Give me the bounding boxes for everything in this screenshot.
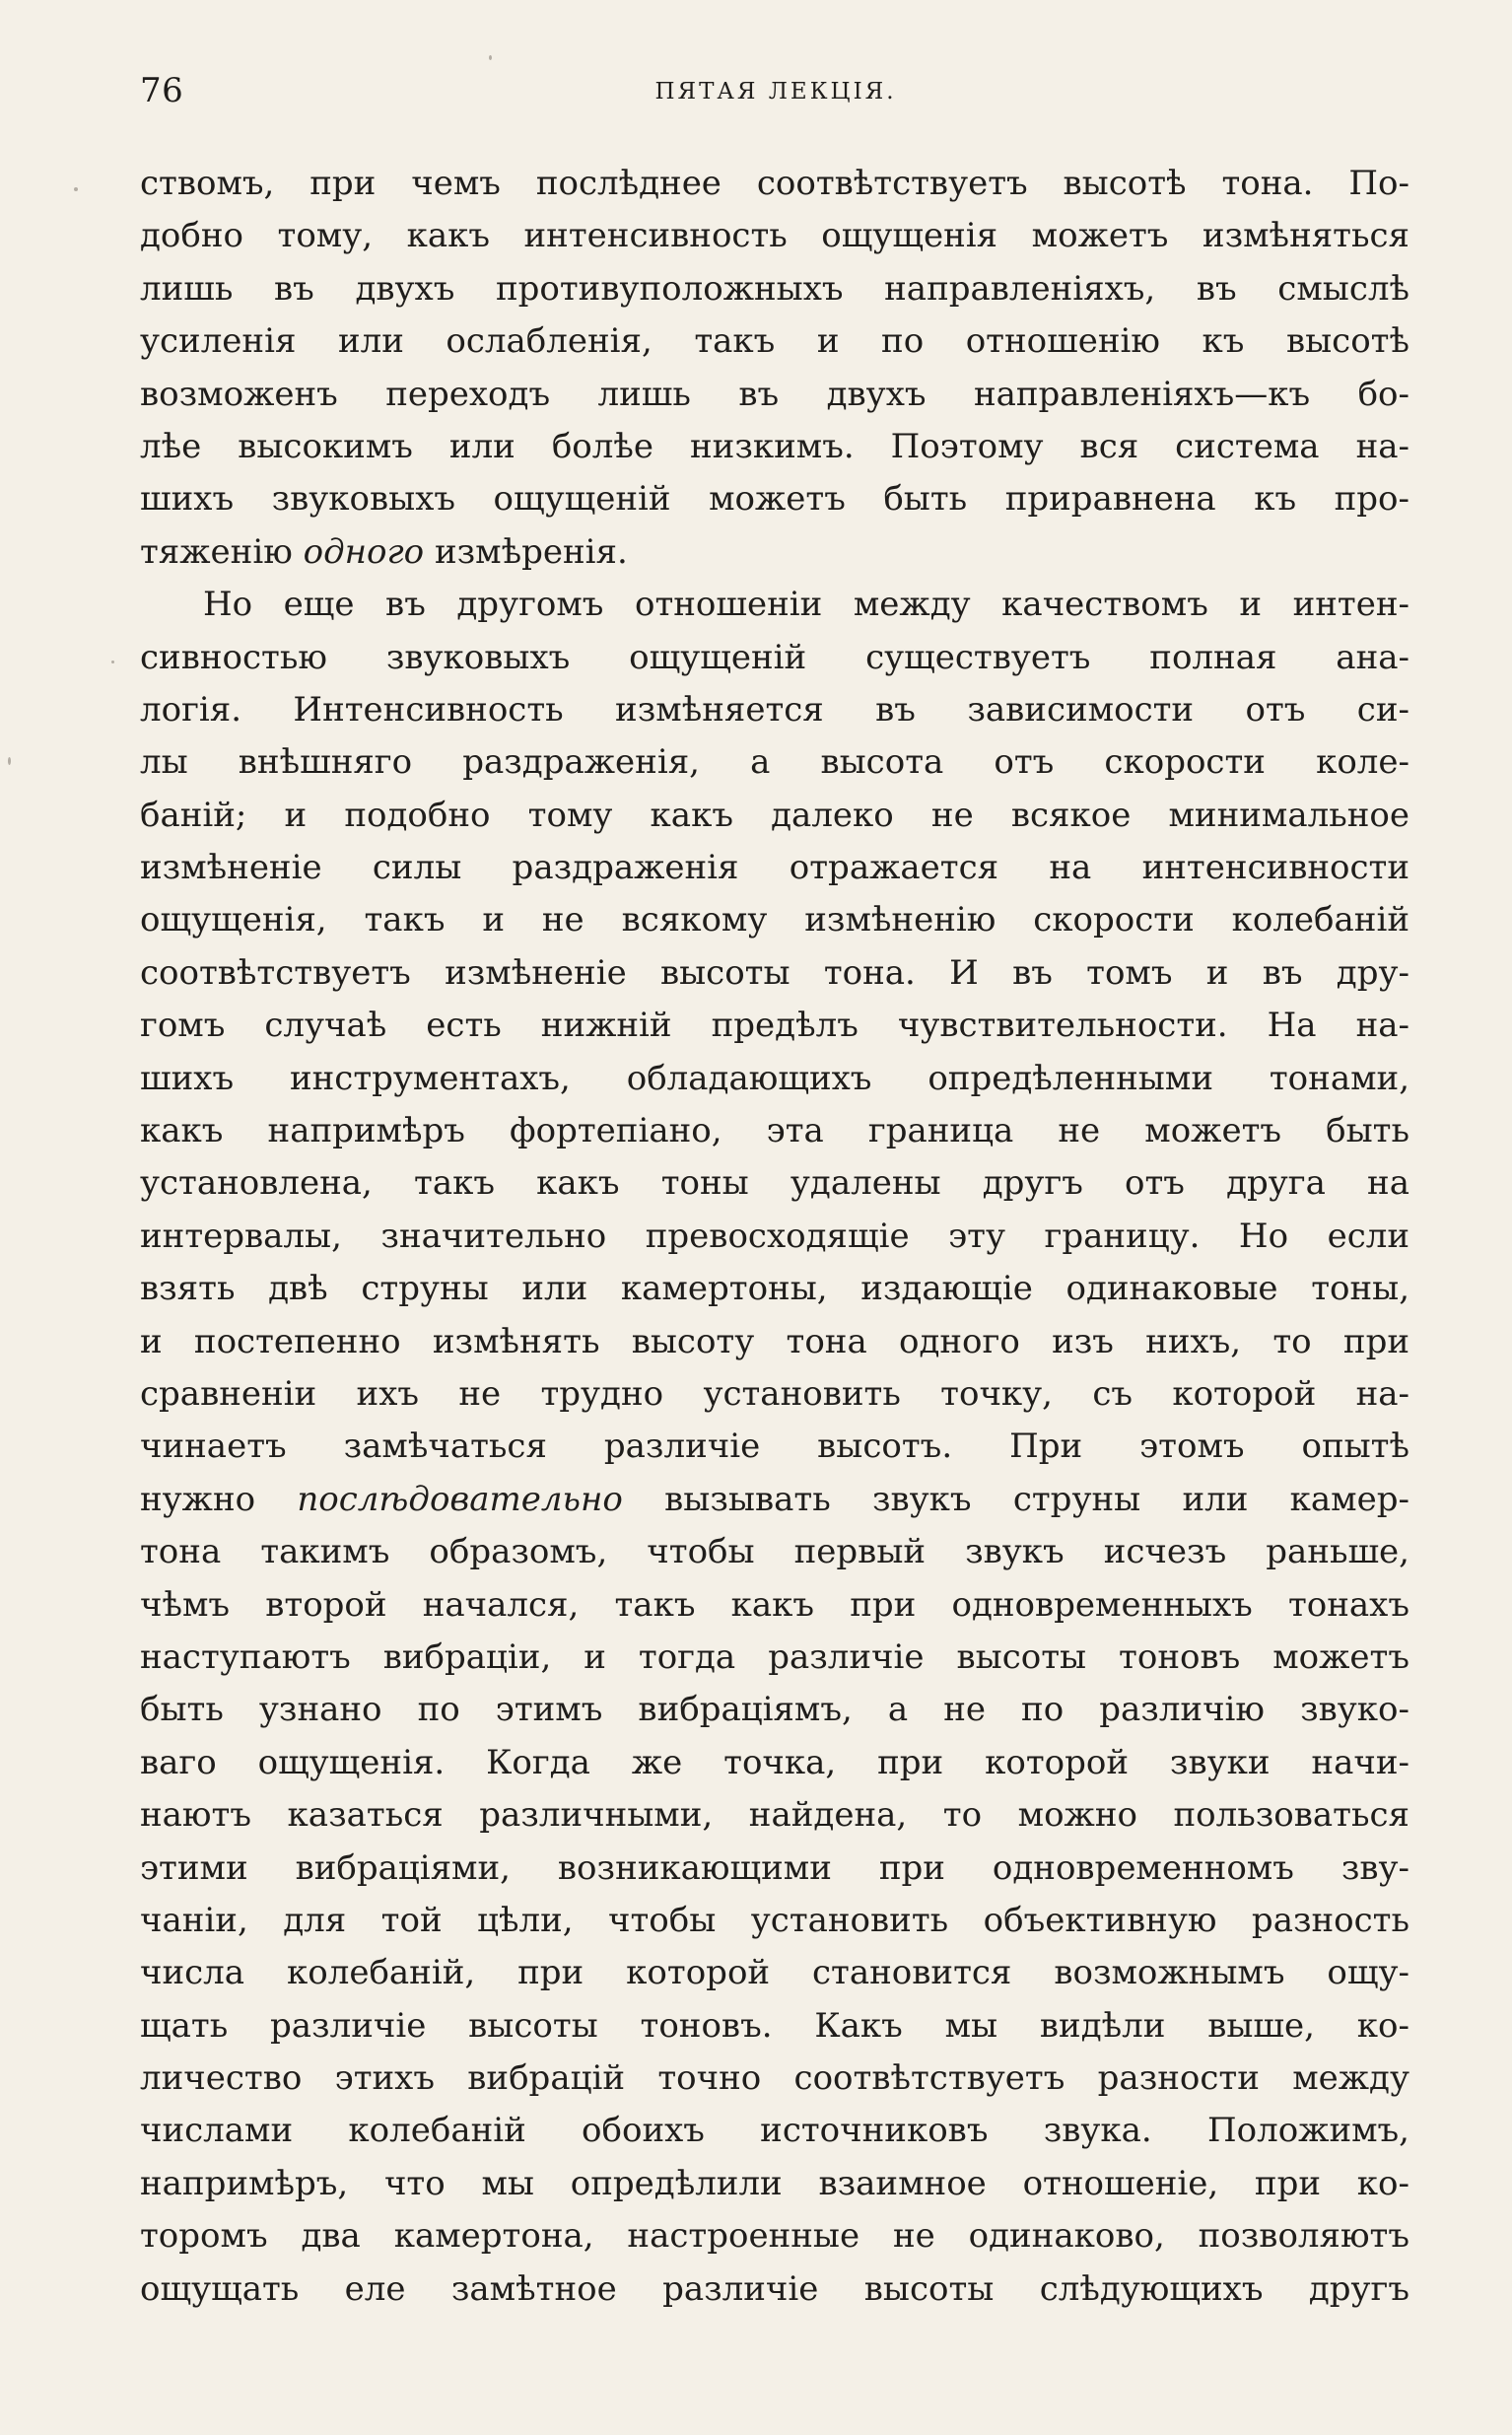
text-line: чинаетъ замѣчаться различіе высотъ. При этомъ опытѣ <box>140 1426 1409 1467</box>
text-line: торомъ два камертона, настроенные не одинаково, позволяютъ <box>140 2216 1409 2257</box>
running-title: ПЯТАЯ ЛЕКЦІЯ. <box>654 79 897 104</box>
text-line: лишь въ двухъ противуположныхъ направленіяхъ, въ смыслѣ <box>140 268 1409 309</box>
text-run: измѣренія. <box>424 531 628 572</box>
text-line: возможенъ переходъ лишь въ двухъ направленіяхъ—къ бо- <box>140 374 1409 414</box>
page-number: 76 <box>140 71 184 110</box>
text-line: личество этихъ вибрацій точно соотвѣтствуетъ разности между <box>140 2058 1409 2099</box>
body-text <box>140 158 1409 2316</box>
text-line: наютъ казаться различными, найдена, то можно пользоваться <box>140 1795 1409 1836</box>
text-line: щать различіе высоты тоновъ. Какъ мы видѣли выше, ко- <box>140 2005 1409 2046</box>
text-line: взять двѣ струны или камертоны, издающіе одинаковые тоны, <box>140 1269 1409 1309</box>
paper-speck <box>74 187 78 191</box>
text-line: установлена, такъ какъ тоны удалены другъ отъ друга на <box>140 1163 1409 1204</box>
paper-speck <box>8 757 11 765</box>
text-line: сивностью звуковыхъ ощущеній существуетъ полная ана- <box>140 637 1409 677</box>
text-run: тяженію <box>140 531 304 572</box>
text-line: ваго ощущенія. Когда же точка, при которой звуки начи- <box>140 1742 1409 1782</box>
text-run: нужно <box>140 1479 298 1519</box>
text-line: шихъ звуковыхъ ощущеній можетъ быть приравнена къ про- <box>140 479 1409 520</box>
text-line: баній; и подобно тому какъ далеко не всякое минимальное <box>140 795 1409 835</box>
text-line: гомъ случаѣ есть нижній предѣлъ чувствительности. На на- <box>140 1006 1409 1046</box>
text-line: соотвѣтствуетъ измѣненіе высоты тона. И въ томъ и въ дру- <box>140 952 1409 993</box>
text-line: шихъ инструментахъ, обладающихъ опредѣленными тонами, <box>140 1058 1409 1098</box>
text-line: чѣмъ второй начался, такъ какъ при одновременныхъ тонахъ <box>140 1584 1409 1625</box>
text-line: Но еще въ другомъ отношеніи между качествомъ и интен- <box>203 585 1409 625</box>
text-line: тона такимъ образомъ, чтобы первый звукъ исчезъ раньше, <box>140 1532 1409 1572</box>
text-line: ощущенія, такъ и не всякому измѣненію скорости колебаній <box>140 900 1409 940</box>
text-line <box>140 1474 1409 1526</box>
text-line: этими вибраціями, возникающими при одновременномъ зву- <box>140 1847 1409 1888</box>
text-line: числами колебаній обоихъ источниковъ звука. Положимъ, <box>140 2111 1409 2151</box>
text-line: сравненіи ихъ не трудно установить точку, съ которой на- <box>140 1373 1409 1414</box>
text-line: и постепенно измѣнять высоту тона одного изъ нихъ, то при <box>140 1321 1409 1361</box>
text-line: какъ напримѣръ фортепіано, эта граница не можетъ быть <box>140 1111 1409 1151</box>
text-line: напримѣръ, что мы опредѣлили взаимное отношеніе, при ко- <box>140 2163 1409 2203</box>
text-line: лѣе высокимъ или болѣе низкимъ. Поэтому вся система на- <box>140 426 1409 466</box>
paper-speck <box>111 661 114 663</box>
text-line <box>140 526 1409 579</box>
text-line: усиленія или ослабленія, такъ и по отношенію къ высотѣ <box>140 321 1409 362</box>
text-line: чаніи, для той цѣли, чтобы установить объективную разность <box>140 1900 1409 1940</box>
text-line: ощущать еле замѣтное различіе высоты слѣдующихъ другъ <box>140 2268 1409 2309</box>
text-line: измѣненіе силы раздраженія отражается на интенсивности <box>140 848 1409 888</box>
text-line: быть узнано по этимъ вибраціямъ, а не по различію звуко- <box>140 1690 1409 1730</box>
paper-speck <box>489 55 492 60</box>
text-line: числа колебаній, при которой становится возможнымъ ощу- <box>140 1953 1409 1993</box>
text-line: логія. Интенсивность измѣняется въ зависимости отъ си- <box>140 689 1409 730</box>
text-line: интервалы, значительно превосходящіе эту границу. Но если <box>140 1216 1409 1256</box>
text-line: ствомъ, при чемъ послѣднее соотвѣтствуетъ высотѣ тона. По- <box>140 164 1409 203</box>
emphasized-word: одного <box>303 531 425 572</box>
emphasized-word: послѣдовательно <box>297 1479 623 1519</box>
text-line: лы внѣшняго раздраженія, а высота отъ скорости коле- <box>140 742 1409 783</box>
text-run: вызывать звукъ струны или камер- <box>622 1479 1409 1519</box>
page-header <box>140 69 1411 112</box>
text-line: добно тому, какъ интенсивность ощущенія можетъ измѣняться <box>140 216 1409 256</box>
text-line: наступаютъ вибраціи, и тогда различіе высоты тоновъ можетъ <box>140 1636 1409 1677</box>
